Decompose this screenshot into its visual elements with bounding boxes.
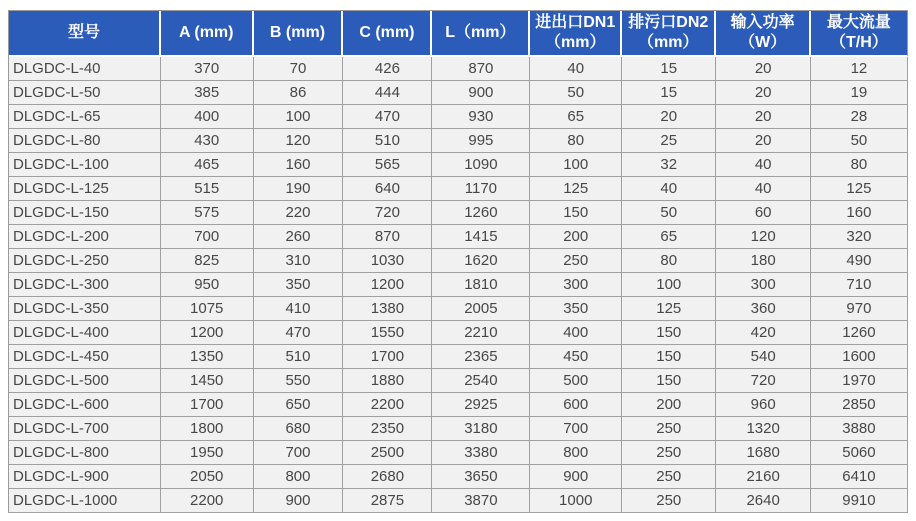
cell-model: DLGDC-L-300: [9, 273, 161, 297]
table-row: [9, 225, 908, 249]
cell-l-mm: 3870: [432, 489, 530, 513]
cell-input-power: 960: [716, 393, 810, 417]
cell-max-flow: 710: [811, 273, 908, 297]
cell-c-mm: 510: [343, 129, 432, 153]
column-header-model: [9, 11, 161, 57]
cell-max-flow: 12: [811, 57, 908, 81]
cell-input-power: 420: [716, 321, 810, 345]
cell-drain-dn2: 15: [622, 81, 716, 105]
cell-drain-dn2: 32: [622, 153, 716, 177]
cell-max-flow: 5060: [811, 441, 908, 465]
cell-l-mm: 930: [432, 105, 530, 129]
cell-a-mm: 1700: [161, 393, 254, 417]
cell-max-flow: 9910: [811, 489, 908, 513]
cell-input-power: 540: [716, 345, 810, 369]
cell-model: DLGDC-L-100: [9, 153, 161, 177]
cell-inlet-outlet-dn1: 80: [530, 129, 622, 153]
cell-inlet-outlet-dn1: 900: [530, 465, 622, 489]
cell-max-flow: 160: [811, 201, 908, 225]
cell-c-mm: 1380: [343, 297, 432, 321]
table-row: [9, 465, 908, 489]
cell-b-mm: 220: [254, 201, 344, 225]
cell-inlet-outlet-dn1: 200: [530, 225, 622, 249]
column-header-line: C (mm): [359, 24, 415, 41]
cell-drain-dn2: 25: [622, 129, 716, 153]
cell-drain-dn2: 250: [622, 489, 716, 513]
spec-table: [8, 10, 908, 513]
cell-a-mm: 1200: [161, 321, 254, 345]
cell-l-mm: 1415: [432, 225, 530, 249]
cell-l-mm: 1090: [432, 153, 530, 177]
cell-inlet-outlet-dn1: 1000: [530, 489, 622, 513]
cell-c-mm: 444: [343, 81, 432, 105]
cell-max-flow: 80: [811, 153, 908, 177]
cell-a-mm: 700: [161, 225, 254, 249]
cell-a-mm: 1075: [161, 297, 254, 321]
column-header-max-flow: [811, 11, 908, 57]
table-row: [9, 417, 908, 441]
column-header-line: 输入功率: [730, 14, 795, 31]
cell-a-mm: 370: [161, 57, 254, 81]
cell-b-mm: 310: [254, 249, 344, 273]
cell-input-power: 300: [716, 273, 810, 297]
cell-b-mm: 70: [254, 57, 344, 81]
column-header-line: A (mm): [178, 24, 234, 41]
table-row: [9, 273, 908, 297]
table-row: [9, 201, 908, 225]
column-header-drain-dn2: [622, 11, 716, 57]
cell-a-mm: 825: [161, 249, 254, 273]
cell-inlet-outlet-dn1: 50: [530, 81, 622, 105]
cell-inlet-outlet-dn1: 600: [530, 393, 622, 417]
cell-inlet-outlet-dn1: 40: [530, 57, 622, 81]
table-row: [9, 393, 908, 417]
table-row: [9, 57, 908, 81]
cell-l-mm: 1170: [432, 177, 530, 201]
cell-a-mm: 1450: [161, 369, 254, 393]
column-header-line: 排污口DN2: [628, 14, 709, 31]
cell-drain-dn2: 15: [622, 57, 716, 81]
cell-a-mm: 400: [161, 105, 254, 129]
cell-b-mm: 800: [254, 465, 344, 489]
cell-a-mm: 2200: [161, 489, 254, 513]
column-header-b-mm: [254, 11, 344, 57]
cell-c-mm: 565: [343, 153, 432, 177]
cell-model: DLGDC-L-600: [9, 393, 161, 417]
table-body: [9, 57, 908, 513]
column-header-line: （mm）: [545, 34, 606, 51]
cell-model: DLGDC-L-400: [9, 321, 161, 345]
cell-drain-dn2: 20: [622, 105, 716, 129]
cell-drain-dn2: 100: [622, 273, 716, 297]
cell-input-power: 2160: [716, 465, 810, 489]
cell-max-flow: 1600: [811, 345, 908, 369]
cell-inlet-outlet-dn1: 125: [530, 177, 622, 201]
cell-b-mm: 510: [254, 345, 344, 369]
cell-c-mm: 1200: [343, 273, 432, 297]
cell-max-flow: 6410: [811, 465, 908, 489]
cell-max-flow: 1970: [811, 369, 908, 393]
cell-b-mm: 120: [254, 129, 344, 153]
column-header-line: 进出口DN1: [535, 14, 616, 31]
column-header-line: （mm）: [638, 34, 699, 51]
cell-model: DLGDC-L-450: [9, 345, 161, 369]
cell-input-power: 720: [716, 369, 810, 393]
column-header-line: B (mm): [269, 24, 326, 41]
table-row: [9, 489, 908, 513]
cell-drain-dn2: 125: [622, 297, 716, 321]
cell-b-mm: 650: [254, 393, 344, 417]
cell-l-mm: 2210: [432, 321, 530, 345]
cell-model: DLGDC-L-500: [9, 369, 161, 393]
column-header-line: （W）: [739, 34, 787, 51]
cell-max-flow: 3880: [811, 417, 908, 441]
cell-c-mm: 2500: [343, 441, 432, 465]
cell-a-mm: 515: [161, 177, 254, 201]
cell-drain-dn2: 40: [622, 177, 716, 201]
cell-input-power: 20: [716, 105, 810, 129]
cell-max-flow: 50: [811, 129, 908, 153]
cell-c-mm: 2200: [343, 393, 432, 417]
cell-b-mm: 160: [254, 153, 344, 177]
column-header-line: 最大流量: [826, 14, 891, 31]
cell-b-mm: 410: [254, 297, 344, 321]
cell-c-mm: 1030: [343, 249, 432, 273]
column-header-line: （T/H）: [830, 34, 888, 51]
cell-a-mm: 1800: [161, 417, 254, 441]
cell-drain-dn2: 50: [622, 201, 716, 225]
table-row: [9, 177, 908, 201]
table-row: [9, 321, 908, 345]
cell-input-power: 1320: [716, 417, 810, 441]
cell-inlet-outlet-dn1: 450: [530, 345, 622, 369]
cell-model: DLGDC-L-125: [9, 177, 161, 201]
cell-b-mm: 550: [254, 369, 344, 393]
cell-input-power: 40: [716, 177, 810, 201]
table-row: [9, 249, 908, 273]
table-row: [9, 297, 908, 321]
cell-a-mm: 950: [161, 273, 254, 297]
cell-max-flow: 320: [811, 225, 908, 249]
cell-model: DLGDC-L-900: [9, 465, 161, 489]
cell-max-flow: 2850: [811, 393, 908, 417]
cell-l-mm: 3180: [432, 417, 530, 441]
column-header-c-mm: [343, 11, 432, 57]
column-header-inlet-outlet-dn1: [530, 11, 622, 57]
cell-l-mm: 2365: [432, 345, 530, 369]
cell-max-flow: 19: [811, 81, 908, 105]
cell-c-mm: 1880: [343, 369, 432, 393]
cell-model: DLGDC-L-800: [9, 441, 161, 465]
cell-drain-dn2: 80: [622, 249, 716, 273]
cell-model: DLGDC-L-1000: [9, 489, 161, 513]
cell-l-mm: 3650: [432, 465, 530, 489]
cell-b-mm: 350: [254, 273, 344, 297]
cell-b-mm: 470: [254, 321, 344, 345]
cell-inlet-outlet-dn1: 250: [530, 249, 622, 273]
cell-b-mm: 900: [254, 489, 344, 513]
cell-model: DLGDC-L-350: [9, 297, 161, 321]
cell-input-power: 1680: [716, 441, 810, 465]
table-row: [9, 153, 908, 177]
cell-inlet-outlet-dn1: 65: [530, 105, 622, 129]
cell-max-flow: 970: [811, 297, 908, 321]
cell-input-power: 180: [716, 249, 810, 273]
cell-model: DLGDC-L-40: [9, 57, 161, 81]
cell-b-mm: 680: [254, 417, 344, 441]
column-header-a-mm: [161, 11, 254, 57]
cell-max-flow: 125: [811, 177, 908, 201]
cell-a-mm: 430: [161, 129, 254, 153]
cell-l-mm: 1260: [432, 201, 530, 225]
cell-model: DLGDC-L-250: [9, 249, 161, 273]
cell-b-mm: 190: [254, 177, 344, 201]
table-row: [9, 129, 908, 153]
cell-drain-dn2: 150: [622, 345, 716, 369]
cell-l-mm: 870: [432, 57, 530, 81]
cell-model: DLGDC-L-700: [9, 417, 161, 441]
cell-c-mm: 1700: [343, 345, 432, 369]
cell-a-mm: 575: [161, 201, 254, 225]
cell-c-mm: 1550: [343, 321, 432, 345]
cell-input-power: 120: [716, 225, 810, 249]
cell-l-mm: 2925: [432, 393, 530, 417]
cell-c-mm: 720: [343, 201, 432, 225]
cell-a-mm: 1950: [161, 441, 254, 465]
cell-input-power: 20: [716, 129, 810, 153]
cell-input-power: 2640: [716, 489, 810, 513]
cell-max-flow: 490: [811, 249, 908, 273]
cell-l-mm: 995: [432, 129, 530, 153]
cell-input-power: 20: [716, 57, 810, 81]
cell-model: DLGDC-L-50: [9, 81, 161, 105]
cell-inlet-outlet-dn1: 500: [530, 369, 622, 393]
cell-drain-dn2: 65: [622, 225, 716, 249]
table-header: [9, 11, 908, 57]
cell-model: DLGDC-L-200: [9, 225, 161, 249]
cell-b-mm: 260: [254, 225, 344, 249]
cell-inlet-outlet-dn1: 800: [530, 441, 622, 465]
cell-a-mm: 465: [161, 153, 254, 177]
cell-input-power: 40: [716, 153, 810, 177]
column-header-input-power: [716, 11, 810, 57]
cell-drain-dn2: 250: [622, 441, 716, 465]
column-header-l-mm: [432, 11, 530, 57]
cell-c-mm: 870: [343, 225, 432, 249]
cell-input-power: 360: [716, 297, 810, 321]
cell-l-mm: 900: [432, 81, 530, 105]
cell-b-mm: 86: [254, 81, 344, 105]
cell-l-mm: 2005: [432, 297, 530, 321]
cell-drain-dn2: 200: [622, 393, 716, 417]
cell-a-mm: 1350: [161, 345, 254, 369]
cell-drain-dn2: 250: [622, 465, 716, 489]
cell-model: DLGDC-L-80: [9, 129, 161, 153]
table-row: [9, 345, 908, 369]
cell-inlet-outlet-dn1: 700: [530, 417, 622, 441]
cell-c-mm: 2680: [343, 465, 432, 489]
cell-l-mm: 1810: [432, 273, 530, 297]
cell-c-mm: 2350: [343, 417, 432, 441]
cell-drain-dn2: 150: [622, 321, 716, 345]
cell-input-power: 60: [716, 201, 810, 225]
cell-inlet-outlet-dn1: 350: [530, 297, 622, 321]
table-row: [9, 369, 908, 393]
cell-c-mm: 640: [343, 177, 432, 201]
cell-l-mm: 2540: [432, 369, 530, 393]
cell-b-mm: 700: [254, 441, 344, 465]
cell-inlet-outlet-dn1: 300: [530, 273, 622, 297]
cell-b-mm: 100: [254, 105, 344, 129]
cell-drain-dn2: 250: [622, 417, 716, 441]
cell-inlet-outlet-dn1: 150: [530, 201, 622, 225]
cell-model: DLGDC-L-65: [9, 105, 161, 129]
cell-model: DLGDC-L-150: [9, 201, 161, 225]
cell-a-mm: 385: [161, 81, 254, 105]
header-row: [9, 11, 908, 57]
column-header-line: 型号: [67, 24, 100, 41]
cell-max-flow: 1260: [811, 321, 908, 345]
cell-c-mm: 2875: [343, 489, 432, 513]
column-header-line: L（mm）: [445, 24, 516, 41]
cell-l-mm: 3380: [432, 441, 530, 465]
table-row: [9, 105, 908, 129]
cell-input-power: 20: [716, 81, 810, 105]
cell-l-mm: 1620: [432, 249, 530, 273]
cell-drain-dn2: 150: [622, 369, 716, 393]
cell-c-mm: 426: [343, 57, 432, 81]
table-row: [9, 441, 908, 465]
cell-inlet-outlet-dn1: 400: [530, 321, 622, 345]
cell-c-mm: 470: [343, 105, 432, 129]
table-row: [9, 81, 908, 105]
cell-a-mm: 2050: [161, 465, 254, 489]
cell-inlet-outlet-dn1: 100: [530, 153, 622, 177]
cell-max-flow: 28: [811, 105, 908, 129]
